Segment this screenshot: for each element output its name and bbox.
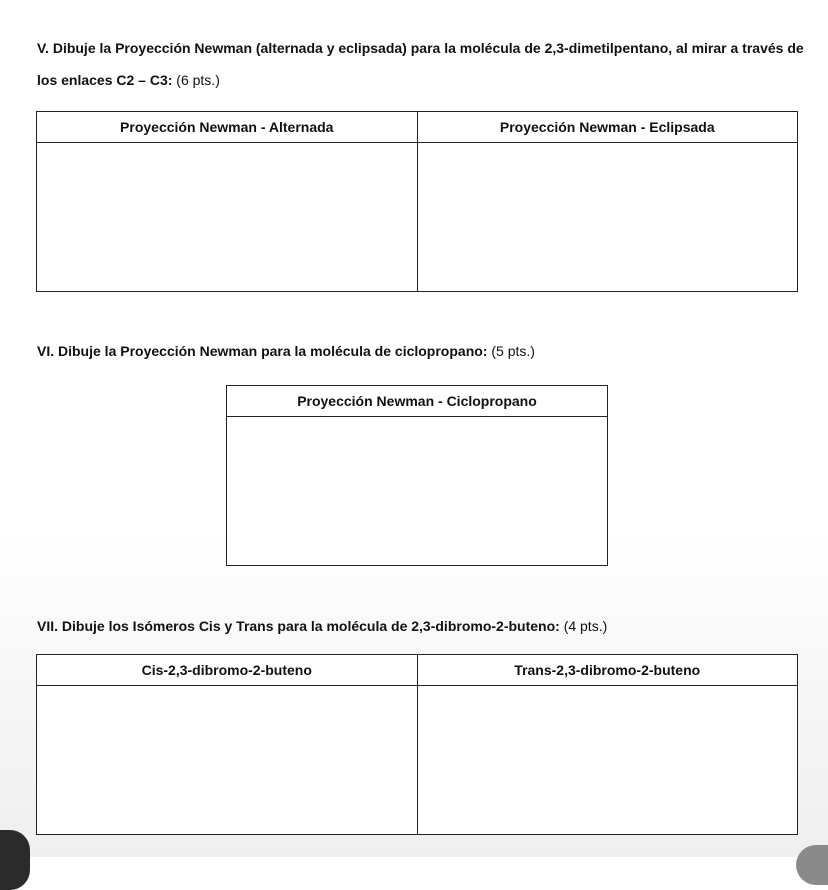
answer-cell-trans[interactable] [417, 686, 798, 835]
question-vi-points: (5 pts.) [491, 343, 535, 359]
question-vii-prompt: VII. Dibuje los Isómeros Cis y Trans para la molécula de 2,3-dibromo-2-buteno: [37, 618, 560, 634]
header-cis-isomer: Cis-2,3-dibromo-2-buteno [37, 655, 418, 686]
question-v-prompt: V. Dibuje la Proyección Newman (alternada y eclipsada) para la molécula de 2,3-dimetilpentano, al mirar a través de los enlaces C2 – C3: [37, 40, 804, 88]
question-vii-points: (4 pts.) [563, 618, 608, 634]
header-newman-eclipsada: Proyección Newman - Eclipsada [417, 112, 798, 143]
ciclopropano-answer-table [226, 385, 608, 566]
newman-answer-table [36, 111, 798, 292]
header-trans-isomer: Trans-2,3-dibromo-2-buteno [417, 655, 798, 686]
dark-corner-shape [0, 830, 30, 890]
answer-cell-eclipsada[interactable] [417, 143, 798, 292]
answer-cell-ciclopropano[interactable] [227, 417, 608, 566]
header-newman-ciclopropano: Proyección Newman - Ciclopropano [227, 386, 608, 417]
question-v [37, 32, 807, 96]
header-newman-alternada: Proyección Newman - Alternada [37, 112, 418, 143]
question-v-points: (6 pts.) [176, 72, 220, 88]
answer-cell-alternada[interactable] [37, 143, 418, 292]
question-vii [37, 613, 607, 639]
question-vi [37, 338, 535, 364]
answer-cell-cis[interactable] [37, 686, 418, 835]
question-vi-prompt: VI. Dibuje la Proyección Newman para la molécula de ciclopropano: [37, 343, 488, 359]
grey-corner-shape [796, 845, 828, 885]
isomeros-answer-table [36, 654, 798, 835]
